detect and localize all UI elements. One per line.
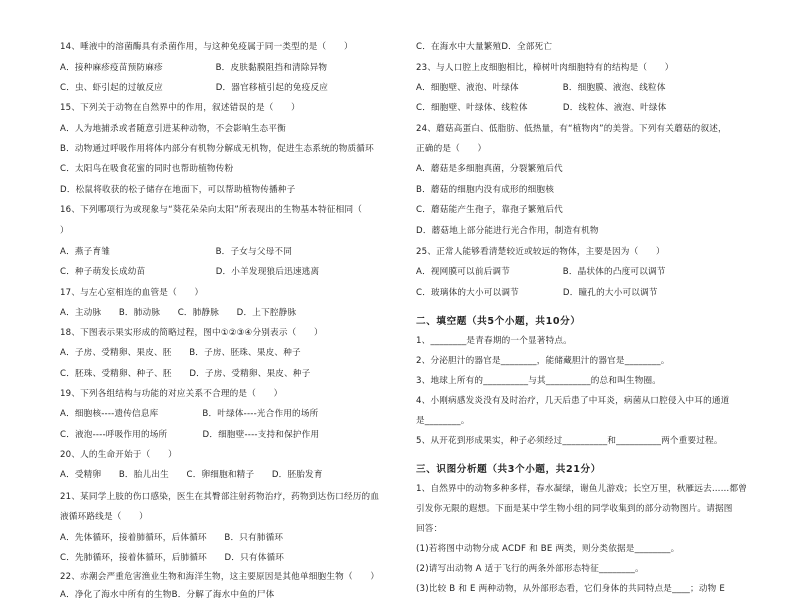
answer-option-line: A．细胞核----遗传信息库 B．叶绿体----光合作用的场所 (60, 409, 319, 419)
question-line: 20、人的生命开始于（ ） (60, 450, 177, 460)
answer-option-line: A．接种麻疹疫苗预防麻疹 B．皮肤黏膜阻挡和清除异物 (60, 63, 328, 73)
section-heading: 三、识图分析题（共3个小题，共21分） (416, 464, 601, 475)
question-line: 是________。 (416, 416, 470, 426)
answer-option-line: A．受精卵 B．胎儿出生 C．卵细胞和精子 D．胚胎发育 (60, 470, 323, 480)
question-line: 1、自然界中的动物多种多样，春水凝绿，谢鱼儿游戏；长空万里，秋雁远去……都曾 (416, 484, 748, 494)
question-line: 14、唾液中的溶菌酶具有杀菌作用，与这种免疫属于同一类型的是（ ） (60, 42, 353, 52)
answer-option-line: C．种子萌发长成幼苗 D．小羊发现狼后迅速逃离 (60, 267, 320, 277)
answer-option-line: A．主动脉 B．肺动脉 C．肺静脉 D．上下腔静脉 (60, 308, 297, 318)
question-line: (2)请写出动物 A 适于飞行的两条外部形态特征________。 (416, 564, 644, 574)
answer-option-line: C．胚珠、受精卵、种子、胚 D．子房、受精卵、果皮、种子 (60, 369, 311, 379)
answer-option-line: D．松鼠将收获的松子储存在地面下，可以帮助植物传播种子 (60, 185, 296, 195)
question-line: 2、分泌胆汁的器官是________，能储藏胆汁的器官是________。 (416, 356, 670, 366)
question-line: 液循环路线是（ ） (60, 512, 148, 522)
answer-option-line: A．先体循环，接着肺循环，后体循环 B．只有肺循环 (60, 533, 284, 543)
question-line: 19、下列各组结构与功能的对应关系不合理的是（ ） (60, 389, 283, 399)
question-line: (3)比较 B 和 E 两种动物，从外部形态看，它们身体的共同特点是____；动物 E (416, 584, 726, 594)
answer-option-line: C．太阳鸟在吸食花蜜的同时也帮助植物传粉 (60, 164, 234, 174)
question-line: 24、蘑菇高蛋白、低脂肪、低热量，有“植物肉”的美誉。下列有关蘑菇的叙述， (416, 124, 727, 134)
question-line: (1)若将图中动物分成 ACDF 和 BE 两类，则分类依据是________。 (416, 544, 680, 554)
question-line: 21、某同学上肢的伤口感染，医生在其臀部注射药物治疗，药物到达伤口经历的血 (60, 492, 380, 502)
answer-option-line: A．细胞壁、液泡、叶绿体 B．细胞膜、液泡、线粒体 (416, 83, 666, 93)
question-line: ） (60, 226, 69, 236)
question-line: 15、下列关于动物在自然界中的作用，叙述错误的是（ ） (60, 103, 300, 113)
answer-option-line: C．玻璃体的大小可以调节 D．瞳孔的大小可以调节 (416, 288, 658, 298)
question-line: 3、地球上所有的__________与其__________的总和叫生物圈。 (416, 376, 662, 386)
section-heading: 二、填空题（共5个小题，共10分） (416, 316, 581, 327)
question-line: 5、从开花到形成果实，种子必须经过__________和__________两个重要过程。 (416, 436, 723, 446)
answer-option-line: B．蘑菇的细胞内没有成形的细胞核 (416, 185, 555, 195)
answer-option-line: D．蘑菇地上部分能进行光合作用，制造有机物 (416, 226, 599, 236)
answer-option-line: A．视网膜可以前后调节 B．晶状体的凸度可以调节 (416, 267, 666, 277)
question-line: 4、小刚病感发炎没有及时治疗，几天后患了中耳炎，病菌从口腔侵入中耳的通道 (416, 396, 730, 406)
question-line: 25、正常人能够看清楚较近或较远的物体，主要是因为（ ） (416, 247, 665, 257)
question-line: 23、与人口腔上皮细胞相比，樟树叶肉细胞特有的结构是（ ） (416, 63, 674, 73)
question-line: 17、与左心室相连的血管是（ ） (60, 288, 204, 298)
answer-option-line: C．先肺循环，接着体循环，后肺循环 D．只有体循环 (60, 553, 285, 563)
question-line: 正确的是（ ） (416, 144, 487, 154)
question-line: 1、________是青春期的一个显著特点。 (416, 336, 572, 346)
answer-option-line: B．动物通过呼吸作用将体内部分有机物分解成无机物，促进生态系统的物质循环 (60, 144, 374, 154)
answer-option-line: A．子房、受精卵、果皮、胚 B．子房、胚珠、果皮、种子 (60, 348, 301, 358)
answer-option-line: C．细胞壁、叶绿体、线粒体 D．线粒体、液泡、叶绿体 (416, 103, 667, 113)
answer-option-line: A．净化了海水中所有的生物B．分解了海水中鱼的尸体 (60, 590, 275, 600)
question-line: 回答： (416, 524, 443, 534)
answer-option-line: A．人为地捕杀或者随意引进某种动物，不会影响生态平衡 (60, 124, 286, 134)
answer-option-line: C．液泡----呼吸作用的场所 D．细胞壁----支持和保护作用 (60, 430, 320, 440)
answer-option-line: A．蘑菇是多细胞真菌，分裂繁殖后代 (416, 164, 563, 174)
question-line: 引发你无限的遐想。下面是某中学生物小组的同学收集到的部分动物图片。请据图 (416, 504, 733, 514)
question-line: 18、下图表示果实形成的简略过程，图中①②③④分别表示（ ） (60, 328, 323, 338)
answer-option-line: C．在海水中大量繁殖D．全部死亡 (416, 42, 553, 52)
answer-option-line: A．燕子育雏 B．子女与父母不同 (60, 247, 293, 257)
question-line: 22、赤潮会严重危害渔业生物和海洋生物，这主要原因是其他单细胞生物（ ） (60, 572, 380, 582)
answer-option-line: C．虫、虾引起的过敏反应 D．器官移植引起的免疫反应 (60, 83, 329, 93)
answer-option-line: C．蘑菇能产生孢子，靠孢子繁殖后代 (416, 205, 563, 215)
question-line: 16、下列哪项行为或现象与“葵花朵朵向太阳”所表现出的生物基本特征相同（ (60, 205, 363, 215)
